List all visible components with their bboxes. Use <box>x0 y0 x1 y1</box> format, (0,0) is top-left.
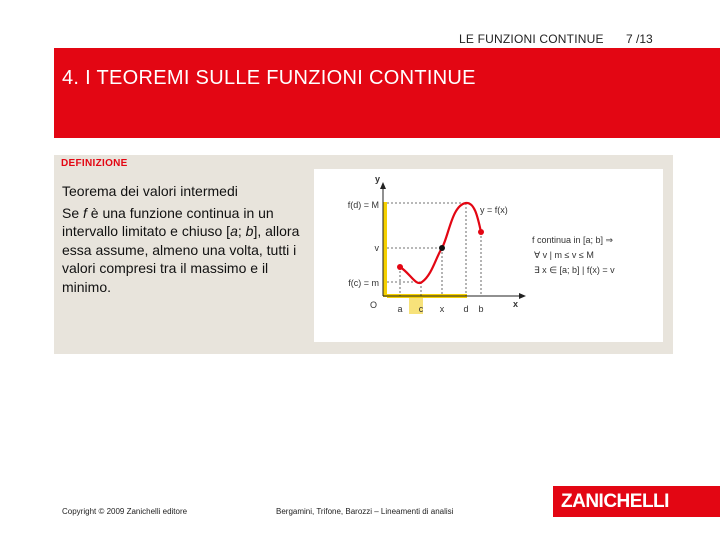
body-var-a: a <box>230 223 238 240</box>
header-title: LE FUNZIONI CONTINUE <box>459 32 604 46</box>
curve-end-point <box>478 229 484 235</box>
y-axis-label: y <box>374 174 380 184</box>
x-tick-a: a <box>397 304 403 314</box>
page-number: 7 /13 <box>626 32 653 46</box>
x-tick-x: x <box>439 304 445 314</box>
definition-body <box>62 204 312 296</box>
definition-heading: Teorema dei valori intermedi <box>62 183 238 199</box>
footer-copyright: Copyright © 2009 Zanichelli editore <box>62 507 188 516</box>
x-tick-c: c <box>418 304 424 314</box>
intermediate-point <box>439 245 445 251</box>
publisher-logo <box>553 486 720 517</box>
graph-svg <box>314 169 663 342</box>
origin-label: O <box>369 300 377 310</box>
statement-line-1: f continua in [a; b] ⇒ <box>532 235 614 245</box>
x-axis-label: x <box>513 299 519 309</box>
body-text-4: ], allora essa assume, almeno una volta, tutti i valori compresi tra il massimo e il minimo. <box>62 223 300 295</box>
title-band <box>54 48 720 138</box>
body-text-1: Se <box>62 205 84 221</box>
fc-label: f(c) = m <box>348 278 379 288</box>
footer-book: Bergamini, Trifone, Barozzi – Lineamenti di analisi <box>276 507 454 516</box>
theorem-figure <box>314 169 663 342</box>
body-text-2: è una funzione continua in un intervallo limitato e chiuso [ <box>62 205 274 240</box>
statement-line-2: ∀ v | m ≤ v ≤ M <box>534 250 594 260</box>
range-highlight-y <box>383 202 387 297</box>
x-tick-b: b <box>478 304 484 314</box>
statement-line-3: ∃ x ∈ [a; b] | f(x) = v <box>534 265 615 275</box>
axes <box>380 182 526 299</box>
curve-start-point <box>397 264 403 270</box>
body-var-f: f <box>83 205 87 221</box>
logo-text: ZANICHELLI <box>561 491 669 512</box>
body-text-3: ; <box>237 223 246 240</box>
function-curve <box>400 203 481 283</box>
fd-label: f(d) = M <box>347 200 379 210</box>
definition-label: DEFINIZIONE <box>61 158 128 169</box>
top-header <box>0 32 720 48</box>
body-var-b: b <box>245 223 254 240</box>
slide-title: 4. I TEOREMI SULLE FUNZIONI CONTINUE <box>62 67 476 89</box>
x-tick-d: d <box>463 304 469 314</box>
guide-lines <box>387 203 481 296</box>
curve-label: y = f(x) <box>480 205 508 215</box>
v-label: v <box>374 243 379 253</box>
